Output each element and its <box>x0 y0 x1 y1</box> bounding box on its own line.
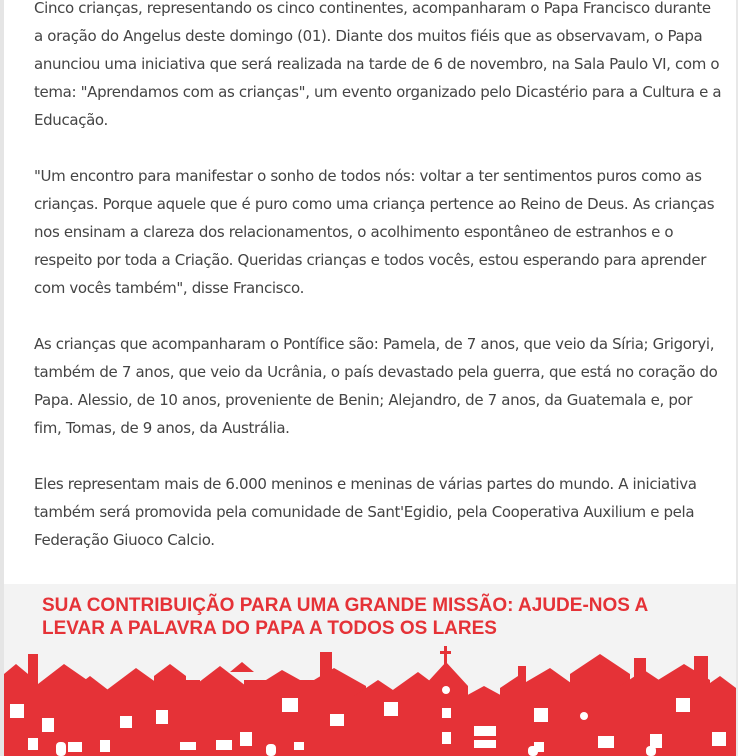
article-paragraph-1: Cinco crianças, representando os cinco continentes, acompanharam o Papa Francisco durante a oração do Angelus deste domingo (01). Diante dos muitos fiéis que as observavam, o Papa anunciou uma iniciativa que será realizada na tarde de 6 de novembro, na Sala Paulo VI, com o tema: "Aprendamos com as crianças", um evento organizado pelo Dicastério para a Cultura e a Educação. <box>34 0 722 129</box>
houses-skyline-illustration <box>4 646 736 756</box>
donation-banner[interactable] <box>4 584 736 756</box>
article-paragraph-2: "Um encontro para manifestar o sonho de todos nós: voltar a ter sentimentos puros como as crianças. Porque aquele que é puro como uma criança pertence ao Reino de Deus. As crianças nos ensinam a clareza dos relacionamentos, o acolhimento espontâneo de estranhos e o respeito por toda a Criação. Queridas crianças e todos vocês, estou esperando para aprender com vocês também", disse Francisco. <box>34 167 715 297</box>
donation-banner-title[interactable]: SUA CONTRIBUIÇÃO PARA UMA GRANDE MISSÃO: AJUDE-NOS A LEVAR A PALAVRA DO PAPA A TODOS OS LARES <box>42 595 648 639</box>
article-paragraph-3: As crianças que acompanharam o Pontífice são: Pamela, de 7 anos, que veio da Síria; Grigoryi, também de 7 anos, que veio da Ucrânia, o país devastado pela guerra, que está no coração do Papa. Alessio, de 10 anos, proveniente de Benin; Alejandro, de 7 anos, da Guatemala e, por fim, Tomas, de 9 anos, da Austrália. <box>34 335 718 437</box>
article-paragraph-4: Eles representam mais de 6.000 meninos e meninas de várias partes do mundo. A iniciativa também será promovida pela comunidade de Sant'Egidio, pela Cooperativa Auxilium e pela Federação Giuoco Calcio. <box>34 475 697 549</box>
article-body <box>34 0 724 582</box>
